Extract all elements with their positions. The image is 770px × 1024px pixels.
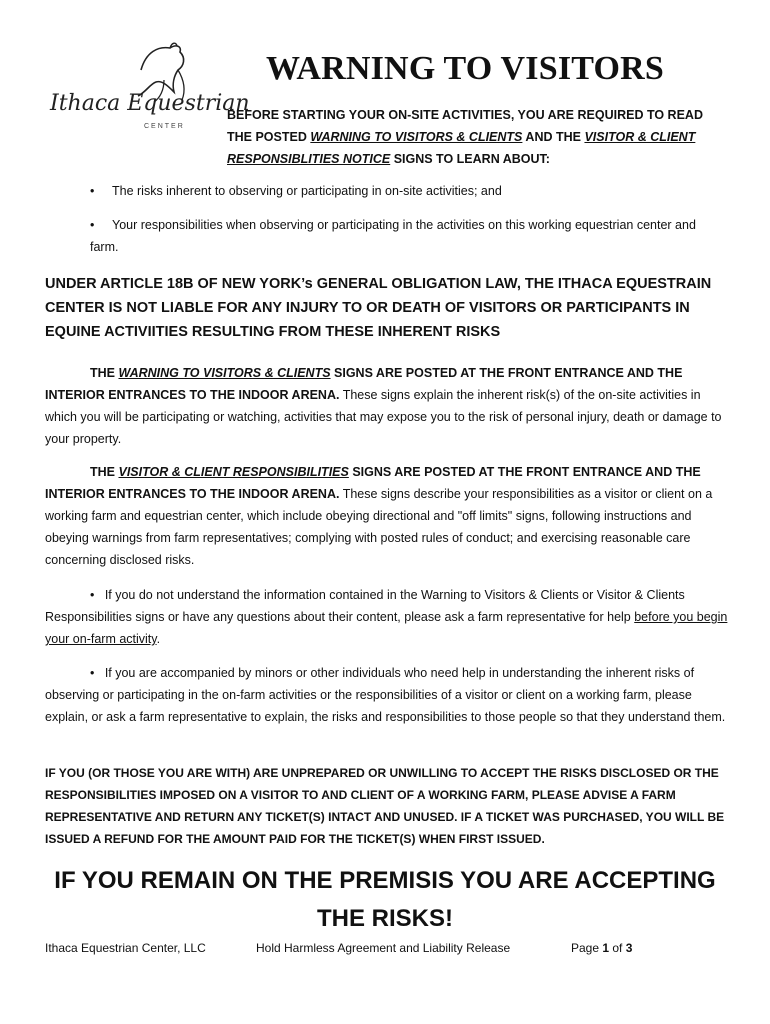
para2-bold: SIGNS ARE POSTED AT THE FRONT ENTRANCE AND THE INTERIOR ENTRANCES TO THE INDOOR ARENA. [45,465,701,501]
bullet-icon: • [90,184,95,198]
logo [46,40,250,140]
intro-paragraph [227,104,727,170]
intro-text-1: BEFORE STARTING YOUR ON-SITE ACTIVITIES, YOU ARE REQUIRED TO READ THE POSTED [227,108,703,144]
minors-paragraph [45,662,735,728]
horse-logo-icon [46,40,250,140]
para1-bold: SIGNS ARE POSTED AT THE FRONT ENTRANCE AND THE INTERIOR ENTRANCES TO THE INDOOR ARENA. [45,366,683,402]
para4-body: If you are accompanied by minors or other individuals who need help in understanding the inherent risks of observing or participating in the on-farm activities or the responsibilities of a visitor or client on a working farm, please explain, or ask a farm representative to explain, the risks and responsibilities to those people so that they understand them. [45,666,726,724]
bullet-list [90,180,710,270]
page-title: WARNING TO VISITORS [265,50,665,87]
intro-text-3: SIGNS TO LEARN ABOUT: [390,152,550,166]
para2-body: These signs describe your responsibilities as a visitor or client on a working farm and equestrian center, which include obeying directional and "off limits" signs, following instructions and obeying warnings from farm representatives; complying with posted rules of conduct; and exercising reasonable care concerning disclosed risks. [45,487,713,567]
bullet-icon: • [90,666,95,680]
intro-responsibilities-notice: VISITOR & CLIENT RESPONSIBLITIES NOTICE [227,130,696,166]
bullet-icon: • [90,588,95,602]
para1-body: These signs explain the inherent risk(s) of the on-site activities in which you will be participating or watching, activities that may expose you to the risk of personal injury, death or damage to your property. [45,388,722,446]
page-label: Page [571,941,603,955]
para2-link: VISITOR & CLIENT RESPONSIBILITIES [118,465,349,479]
warning-signs-paragraph [45,362,735,450]
page-current: 1 [602,941,610,955]
bullet-icon: • [90,218,95,232]
intro-warning-signs: WARNING TO VISITORS & CLIENTS [310,130,523,144]
page-of: of [609,941,626,955]
para3-body: If you do not understand the information contained in the Warning to Visitors & Clients or Visitor & Clients Responsibilities signs or have any questions about their content, please ask a farm representative for help [45,588,685,624]
refund-paragraph: IF YOU (OR THOSE YOU ARE WITH) ARE UNPREPARED OR UNWILLING TO ACCEPT THE RISKS DISCLOSED OR THE RESPONSIBILITIES IMPOSED ON A VISITOR TO AND CLIENT OF A WORKING FARM, PLEASE ADVISE A FARM REPRESENTATIVE AND RETURN ANY TICKET(S) INTACT AND UNUSED. IF A TICKET WAS PURCHASED, YOU WILL BE ISSUED A REFUND FOR THE AMOUNT PAID FOR THE TICKET(S) WHEN FIRST ISSUED. [45,766,725,846]
para1-link: WARNING TO VISITORS & CLIENTS [118,366,331,380]
accept-risks-notice: IF YOU REMAIN ON THE PREMISIS YOU ARE ACCEPTING THE RISKS! [54,867,716,932]
list-item [90,214,710,258]
logo-subtitle: CENTER [144,123,185,130]
page-total: 3 [625,941,633,955]
bullet-text: Your responsibilities when observing or participating in the activities on this working equestrian center and farm. [90,218,696,254]
questions-paragraph [45,584,735,650]
para2-lead: THE [90,465,119,479]
para1-lead: THE [90,366,119,380]
footer-page-number [571,941,632,955]
para3-underline: before you begin your on-farm activity [45,610,728,646]
intro-text-2: AND THE [522,130,585,144]
responsibilities-signs-paragraph [45,461,735,571]
list-item [90,180,710,202]
footer-document-title: Hold Harmless Agreement and Liability Release [256,941,511,955]
bullet-text: The risks inherent to observing or participating in on-site activities; and [112,184,502,198]
para3-end: . [156,632,161,646]
logo-name: Ithaca Equestrian [50,91,250,116]
article-heading: UNDER ARTICLE 18B OF NEW YORK’s GENERAL OBLIGATION LAW, THE ITHACA EQUESTRAIN CENTER IS NOT LIABLE FOR ANY INJURY TO OR DEATH OF VISITORS OR PARTICIPANTS IN EQUINE ACTIVIITIES RESULTING FROM THESE INHERENT RISKS [45,276,712,340]
footer-company: Ithaca Equestrian Center, LLC [45,941,206,955]
